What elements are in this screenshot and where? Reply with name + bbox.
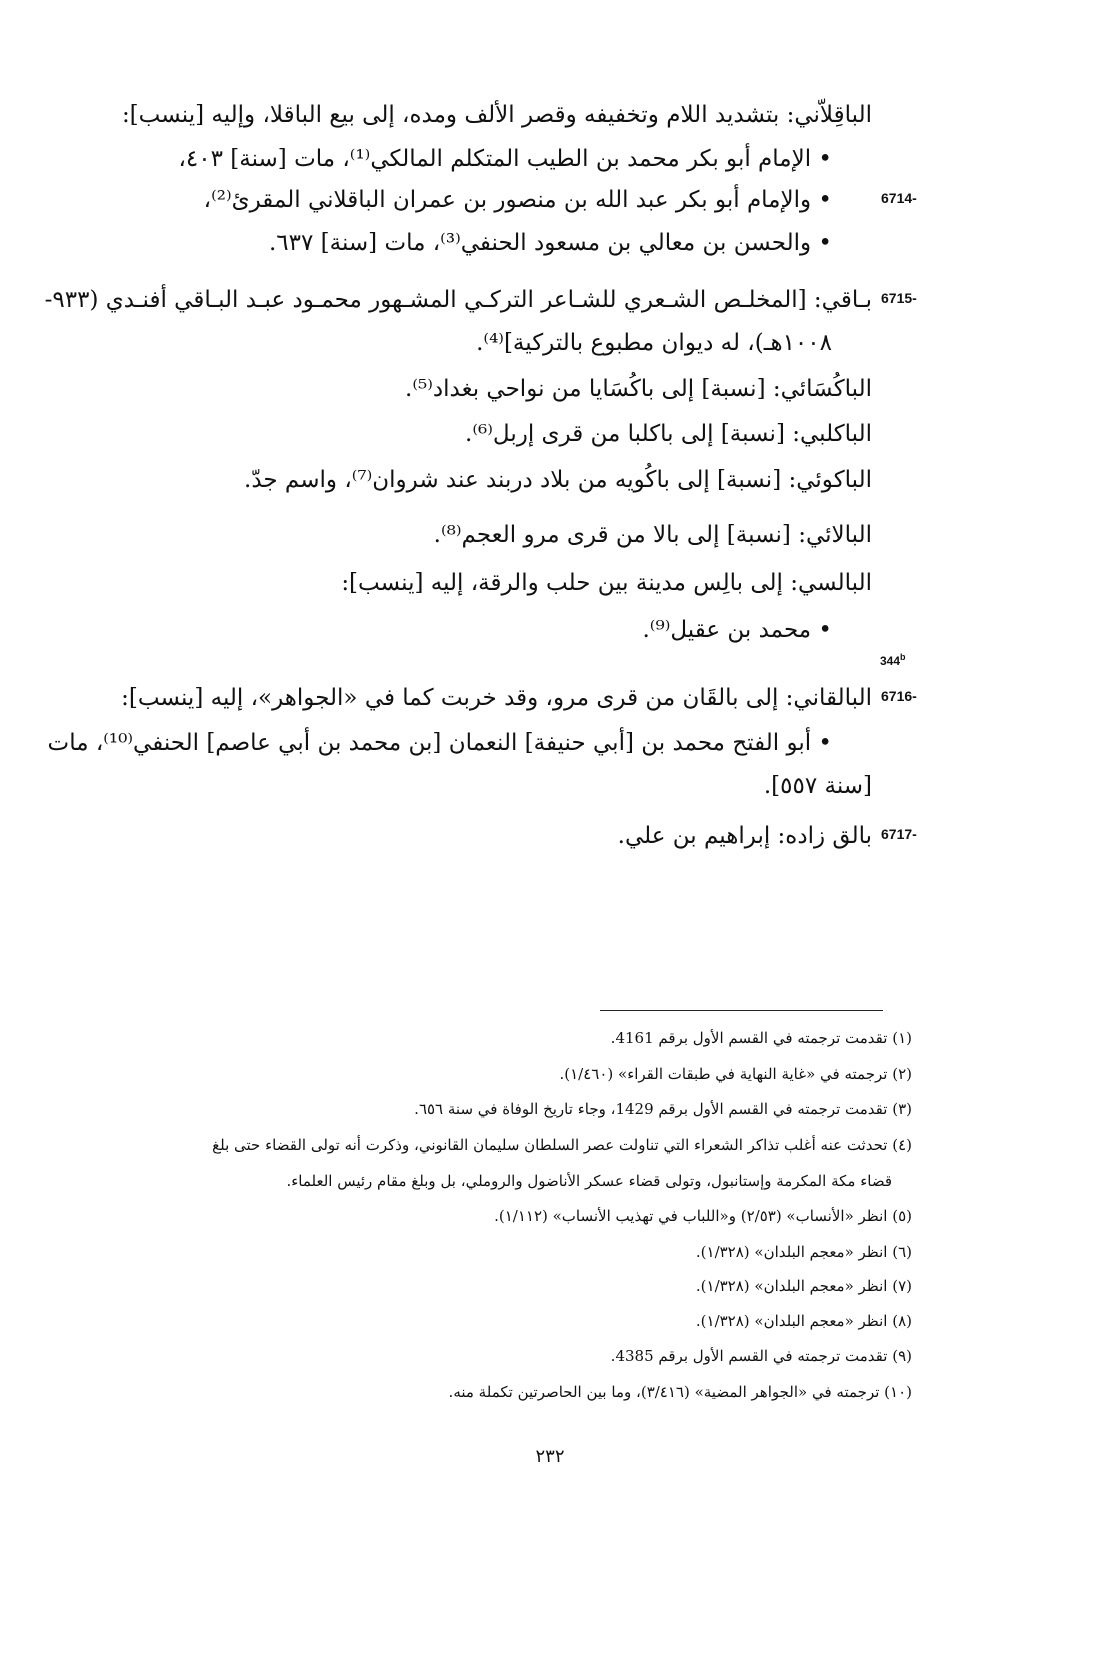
entry-line: ١٠٠٨هـ)، له ديوان مطبوع بالتركية]⁽⁴⁾. (476, 330, 832, 356)
footnote: (٣) تقدمت ترجمته في القسم الأول برقم 1429، وجاء تاريخ الوفاة في سنة ٦٥٦. (414, 1100, 912, 1118)
footnote: (١) تقدمت ترجمته في القسم الأول برقم 4161. (610, 1029, 912, 1047)
entry-line: [سنة ٥٥٧]. (763, 773, 872, 799)
footnote-separator (600, 1010, 883, 1011)
entry-line: • أبو الفتح محمد بن [أبي حنيفة] النعمان [بن محمد بن أبي عاصم] الحنفي⁽¹⁰⁾، مات (47, 730, 832, 756)
entry-line: • الإمام أبو بكر محمد بن الطيب المتكلم المالكي⁽¹⁾، مات [سنة] ٤٠٣، (178, 146, 832, 172)
entry-line: الباكوئي: [نسبة] إلى باكُويه من بلاد دربند عند شروان⁽⁷⁾، واسم جدّ. (244, 467, 872, 493)
entry-line: الباكلبي: [نسبة] إلى باكلبا من قرى إربل⁽⁶⁾. (465, 421, 872, 447)
entry-line: البالقاني: إلى بالقَان من قرى مرو، وقد خربت كما في «الجواهر»، إليه [ينسب]: (121, 685, 872, 711)
page-number: ٢٣٢ (535, 1446, 565, 1467)
entry-line: البالسي: إلى بالِس مدينة بين حلب والرقة، إليه [ينسب]: (341, 570, 872, 596)
entry-line: • محمد بن عقيل⁽⁹⁾. (642, 617, 832, 643)
entry-line: بالق زاده: إبراهيم بن علي. (617, 823, 872, 849)
folio-number: 344 (880, 654, 901, 668)
footnote: (٩) تقدمت ترجمته في القسم الأول برقم 4385. (610, 1347, 912, 1365)
footnote: (٧) انظر «معجم البلدان» (١/٣٢٨). (695, 1277, 912, 1295)
footnote: (٦) انظر «معجم البلدان» (١/٣٢٨). (695, 1243, 912, 1261)
entry-line: الباكُسَائي: [نسبة] إلى باكُسَايا من نواحي بغداد⁽⁵⁾. (405, 376, 872, 402)
footnote: (٢) ترجمته في «غاية النهاية في طبقات القراء» (١/٤٦٠). (559, 1065, 912, 1083)
manuscript-folio-marker (880, 652, 906, 668)
folio-suffix: b (900, 652, 906, 662)
footnote: (٤) تحدثت عنه أغلب تذاكر الشعراء التي تناولت عصر السلطان سليمان القانوني، وذكرت أنه تولى القضاء حتى بلغ (212, 1136, 912, 1154)
footnote: (٥) انظر «الأنساب» (٢/٥٣) و«اللباب في تهذيب الأنساب» (١/١١٢). (494, 1207, 912, 1225)
entry-number: 6714- (881, 190, 917, 206)
footnote: قضاء مكة المكرمة وإستانبول، وتولى قضاء عسكر الأناضول والروملي، بل وبلغ مقام رئيس العلماء. (286, 1172, 892, 1190)
entry-line: • والحسن بن معالي بن مسعود الحنفي⁽³⁾، مات [سنة] ٦٣٧. (268, 230, 832, 256)
footnote: (٨) انظر «معجم البلدان» (١/٣٢٨). (695, 1312, 912, 1330)
entry-line: • والإمام أبو بكر عبد الله بن منصور بن عمران الباقلاني المقرئ⁽²⁾، (203, 187, 832, 213)
entry-line: الباقِلاّني: بتشديد اللام وتخفيفه وقصر الألف ومده، إلى بيع الباقلا، وإليه [ينسب]: (121, 102, 872, 128)
entry-line: البالائي: [نسبة] إلى بالا من قرى مرو العجم⁽⁸⁾. (433, 522, 872, 548)
entry-number: 6716- (881, 688, 917, 704)
entry-number: 6717- (881, 826, 917, 842)
entry-line: بـاقي: [المخلـص الشـعري للشـاعر التركـي المشـهور محمـود عبـد البـاقي أفنـدي (٩٣٣- (44, 287, 872, 313)
footnote: (١٠) ترجمته في «الجواهر المضية» (٣/٤١٦)، وما بين الحاصرتين تكملة منه. (448, 1383, 912, 1401)
entry-number: 6715- (881, 290, 917, 306)
